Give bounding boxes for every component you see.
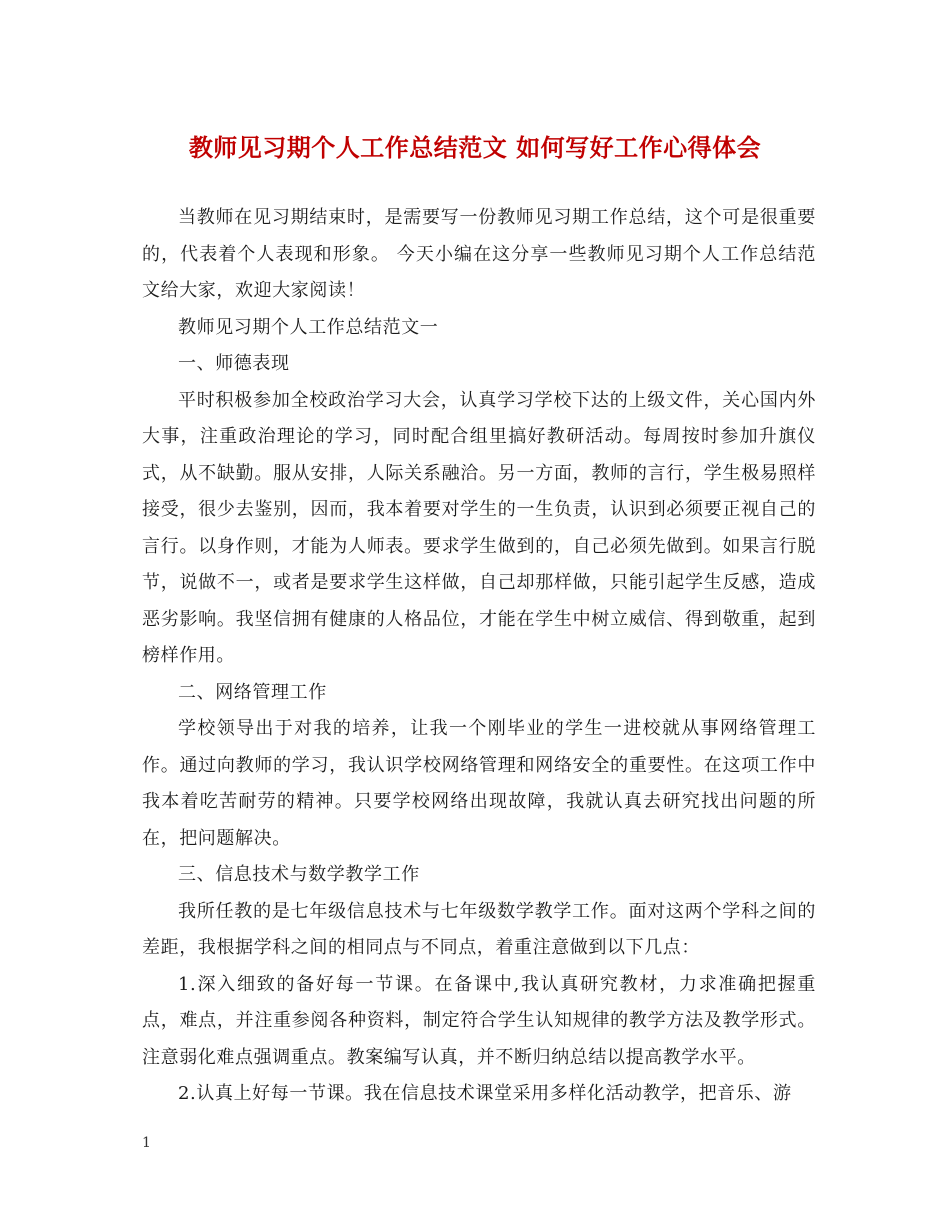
paragraph-intro: 当教师在见习期结束时，是需要写一份教师见习期工作总结，这个可是很重要的，代表着个人表现和形象。 今天小编在这分享一些教师见习期个人工作总结范文给大家，欢迎大家阅读！ — [142, 207, 816, 301]
section-heading-2: 二、网络管理工作 — [178, 681, 327, 703]
page-number: 1 — [142, 1135, 151, 1151]
list-item-1: 1.深入细致的备好每一节课。在备课中,我认真研究教材，力求准确把握重点，难点，并注重参阅各种资料，制定符合学生认知规律的教学方法及教学形式。注意弱化难点强调重点。教案编写认真，并不断归纳总结以提高教学水平。 — [142, 973, 816, 1068]
paragraph-subtitle: 教师见习期个人工作总结范文一 — [178, 316, 439, 338]
paragraph-section-3: 我所任教的是七年级信息技术与七年级数学教学工作。面对这两个学科之间的差距，我根据学科之间的相同点与不同点，着重注意做到以下几点： — [142, 900, 816, 958]
section-heading-1: 一、师德表现 — [178, 353, 290, 374]
paragraph-section-1: 平时积极参加全校政治学习大会，认真学习学校下达的上级文件，关心国内外大事，注重政治理论的学习，同时配合组里搞好教研活动。每周按时参加升旗仪式，从不缺勤。服从安排，人际关系融洽。另一方面，教师的言行，学生极易照样接受，很少去鉴别，因而，我本着要对学生的一生负责，认识到必须要正视自己的言行。以身作则，才能为人师表。要求学生做到的，自己必须先做到。如果言行脱节，说做不一，或者是要求学生这样做，自己却那样做，只能引起学生反感，造成恶劣影响。我坚信拥有健康的人格品位，才能在学生中树立威信、得到敬重，起到榜样作用。 — [142, 389, 816, 666]
document-body — [142, 200, 816, 1113]
paragraph-section-2: 学校领导出于对我的培养，让我一个刚毕业的学生一进校就从事网络管理工作。通过向教师的学习，我认识学校网络管理和网络安全的重要性。在这项工作中我本着吃苦耐劳的精神。只要学校网络出现故障，我就认真去研究找出问题的所在，把问题解决。 — [142, 718, 816, 849]
list-item-2: 2.认真上好每一节课。我在信息技术课堂采用多样化活动教学，把音乐、游 — [178, 1083, 792, 1104]
document-title: 教师见习期个人工作总结范文 如何写好工作心得体会 — [188, 133, 762, 162]
section-heading-3: 三、信息技术与数学教学工作 — [178, 864, 420, 885]
